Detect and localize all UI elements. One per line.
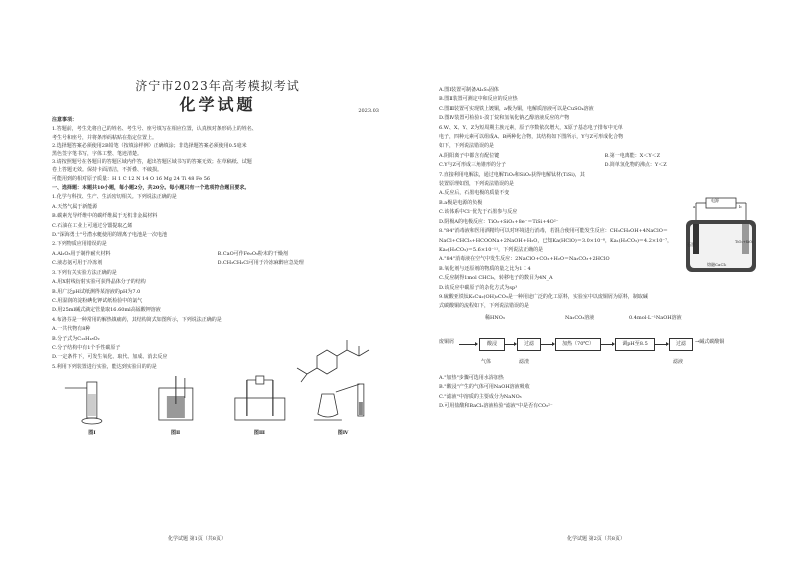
byproduct-label: 滤液 xyxy=(673,358,684,365)
note-line: 1.答题前，考生先将自己的姓名、考生号、座号填写在相应位置，认真核对条形码上的姓名、 xyxy=(52,126,257,133)
q8-option: A."84"消毒液在空气中发生反应：2NaClO+CO₂+H₂O＝Na₂CO₃+2HClO xyxy=(439,256,610,263)
q9-option: A."加热"步骤可选用水浴加热 xyxy=(439,374,504,381)
byproduct-label: 气体 xyxy=(481,358,492,365)
reagent-label: Na₂CO₃溶液 xyxy=(565,314,595,321)
q8-option: C.反应制得1mol CHCl₃，转移电子的数目为4N_A xyxy=(439,275,553,282)
q7-stem: 7.直接利用电解法，通过电解TiO₂和SiO₂获得电解钛材(TiSi)，其 xyxy=(439,171,585,178)
q6-option: A.阴阳离子中都含有配位键 xyxy=(439,152,500,159)
q8-stem: 8."84"消毒液和医用酒精均可以对环境进行消毒，若混合使用可能发生反应：CH₃CH₂OH+4NaClO＝ xyxy=(439,228,668,235)
q3-option: A.用X射线衍射实验可获得晶体分子的结构 xyxy=(52,279,146,286)
q6-stem: 如下，下列说法错误的是 xyxy=(439,143,495,150)
q1-option: C.石油在工业上可通过分馏提取乙烯 xyxy=(52,222,133,229)
q5-option: B.图Ⅱ装置可测定中和反应的反应热 xyxy=(439,96,518,103)
q6-stem: 6.W、X、Y、Z为短周期主族元素，原子序数依次增大，X原子基态电子排布中无单 xyxy=(439,124,623,131)
atomic-masses: 可能用到的相对原子质量：H 1 C 12 N 14 O 16 Mg 24 Ti 48 Fe 56 xyxy=(52,175,211,182)
q5-option: C.图Ⅲ装置可实现铁上镀铜，a极为铜，电解质溶液可以是CuSO₄溶液 xyxy=(439,105,594,112)
q1-option: B.碳素光导纤维中的碳纤维属于无机非金属材料 xyxy=(52,213,158,220)
q7-option: A.反应后，石墨电极的质量不变 xyxy=(439,190,510,197)
q3-option: B.用广泛pH试纸测得某溶液的pH为7.0 xyxy=(52,288,141,295)
figure-3 xyxy=(220,374,300,436)
process-flowchart xyxy=(439,314,770,372)
q7-stem: 装置原理如图，下列说法错误的是 xyxy=(439,181,515,188)
notes-heading: 注意事项： xyxy=(52,117,78,123)
q5-option: D.图Ⅳ装置可检验1-溴丁烷和氢氧化钠乙醇溶液反应的产物 xyxy=(439,115,570,122)
q1-stem: 1.化学与科技、生产、生活密切相关。下列说法正确的是 xyxy=(52,194,177,201)
apparatus-3-icon xyxy=(220,374,300,426)
q4-option: A.一共代物有8种 xyxy=(52,326,91,333)
q2-option: B.CaO可作Fe₂O₃粉末的干燥剂 xyxy=(217,250,288,257)
flow-arrow xyxy=(600,344,614,345)
q9-option: B."酸浸"产生的气体可用NaOH溶液吸收 xyxy=(439,384,530,391)
q2-option: A.Al₂O₃用于制作耐火材料 xyxy=(52,250,111,257)
q2-option: C.液态氨可用于冷冻剂 xyxy=(52,260,103,267)
q7-option: C.该体系中Cl⁻优先于石墨参与反应 xyxy=(439,209,518,216)
start-material: 废铜屑 xyxy=(439,338,455,345)
q7-option: B.a极是电源的负极 xyxy=(439,199,483,206)
page-footer: 化学试题 第2页（共8页） xyxy=(567,536,625,542)
figure-label: 图Ⅲ xyxy=(253,430,265,437)
step-adjust-ph: 调pH至8.5 xyxy=(615,338,655,351)
q2-option: D.CH₃CH₂Cl可用于冷冻麻醉应急处理 xyxy=(217,260,304,267)
q4-option: C.分子结构中有1个手性碳原子 xyxy=(52,344,121,351)
exam-title: 济宁市2023年高考模拟考试 xyxy=(135,79,300,93)
subject-title xyxy=(52,94,383,116)
exam-date: 2023.03 xyxy=(358,108,379,114)
note-line: 卷上答题无效。保持卡面清洁，不折叠、不破损。 xyxy=(52,167,163,174)
step-heat: 加热（70℃） xyxy=(555,338,601,351)
q6-option: B.第一电离能：X＜Y＜Z xyxy=(604,152,661,159)
q5-option: A.图Ⅰ装置可制备Al₂S₃固体 xyxy=(439,87,499,93)
note-line: 2.选择题答案必须使用2B铅笔（按填涂样例）正确填涂；非选择题答案必须使用0.5毫米 xyxy=(52,142,247,149)
q4-option: B.分子式为C₁₃H₁₈O₂ xyxy=(52,335,100,342)
q3-option: D.用25ml碱式滴定管量取16.60ml高锰酸钾溶液 xyxy=(52,307,161,314)
step-acid-leach: 酸浸 xyxy=(479,338,505,351)
figure-label: 图Ⅳ xyxy=(337,430,349,437)
q6-stem: 电子，四种元素可以组成A、B两种化合物，其结构如下图所示，Y与Z可形成化合物 xyxy=(439,134,624,141)
flow-arrow xyxy=(540,344,554,345)
figure-label: 图Ⅰ xyxy=(88,430,96,437)
flow-arrow xyxy=(459,344,477,345)
note-line: 考生号和座号，并将条形码粘贴在指定位置上。 xyxy=(52,134,158,141)
q3-stem: 3.下列有关实验方法正确的是 xyxy=(52,269,117,276)
cell-label: 熔融CaCl₂ xyxy=(707,262,727,267)
q4-stem: 4.布洛芬是一种常用的解热镇痛药，其结构简式如图所示，下列说法正确的是 xyxy=(52,316,222,323)
q9-option: C."滤液"中溶质的主要成分为NaNO₃ xyxy=(439,393,522,400)
q5-stem: 5.利用下列装置进行实验，能达到实验目的的是 xyxy=(52,363,157,370)
q9-stem: 式碳酸铜的流程如下，下列说法错误的是 xyxy=(439,303,530,310)
q8-stem: NaCl+CHCl₃+HCOONa+2NaOH+H₂O，已知Ka(HClO)＝3.0×10⁻⁸，Ka₁(H₂CO₃)＝4.2×10⁻⁷， xyxy=(439,237,673,244)
q9-stem: 9.硫酸亚铁钛K₂Cu₂(OH)₂CO₃是一种用途广泛的化工原料，实验室中以废铜屑为原料，制取碱 xyxy=(439,293,648,300)
byproduct-label: 滤渣 xyxy=(519,358,530,365)
end-product: →碱式碳酸铜 xyxy=(695,338,725,345)
apparatus-2-icon xyxy=(136,374,216,426)
figure-label: 图Ⅱ xyxy=(171,430,181,437)
apparatus-1-icon xyxy=(52,374,132,426)
cell-label: a xyxy=(693,204,696,209)
q2-stem: 2.下列物质应用错误的是 xyxy=(52,241,107,248)
cell-label: TiO₂+SiO₂ xyxy=(735,240,754,244)
step-filter-1: 过滤 xyxy=(517,338,541,351)
step-filter-2: 过滤 xyxy=(669,338,693,351)
cell-label: 石墨 xyxy=(687,242,695,247)
q8-option: D.该反应中碳原子的杂化方式为sp³ xyxy=(439,284,518,291)
cell-label: b xyxy=(739,204,742,209)
q7-option: D.阴极A的电极反应：TiO₂+SiO₂+8e⁻＝TiSi+4O²⁻ xyxy=(439,218,559,225)
ibuprofen-structure-icon xyxy=(289,336,379,384)
note-line: 黑色签字笔书写，字体工整、笔迹清楚。 xyxy=(52,151,143,158)
note-line: 3.请按照题号在各题目的答题区域内作答，超出答题区域书写的答案无效；在草稿纸、试题 xyxy=(52,159,252,166)
right-page xyxy=(397,0,794,562)
q9-option: D.可用盐酸和BaCl₂溶液检验"滤液"中是否有CO₃²⁻ xyxy=(439,402,553,409)
arrowhead-icon xyxy=(475,342,478,346)
page-footer: 化学试题 第1页（共8页） xyxy=(168,536,226,542)
reagent-label: 0.4mol·L⁻¹NaOH溶液 xyxy=(629,314,682,321)
reagent-label: 稀HNO₃ xyxy=(485,314,505,321)
q3-option: C.用湿润的淀粉碘化钾试纸检验中的氯气 xyxy=(52,297,143,304)
q8-option: B.氧化剂与还原剂的物质的量之比为1∶4 xyxy=(439,265,531,272)
figure-1 xyxy=(52,374,132,436)
q6-option: D.简单氢化物的沸点：Y＜Z xyxy=(604,162,667,169)
q6-option: C.Y与Z可形成三角锥形的分子 xyxy=(439,162,507,169)
q1-option: D."深海勇士"号潜水艇使用的锂离子电池是一次电池 xyxy=(52,232,168,239)
cell-label: 电源 xyxy=(711,198,719,203)
q1-option: A.天然气属于新能源 xyxy=(52,203,98,210)
q4-option: D.一定条件下，可发生氧化、取代、加成、消去反应 xyxy=(52,354,168,361)
flow-arrow xyxy=(654,344,668,345)
section1-heading: 一、选择题：本题共10小题，每小题2分，共20分。每小题只有一个选项符合题目要求。 xyxy=(52,185,250,192)
q8-stem: Ka₂(H₂CO₃)＝5.6×10⁻¹¹，下列说法正确的是 xyxy=(439,246,544,253)
subject-name: 化学试题 xyxy=(179,95,256,114)
flow-arrow xyxy=(504,344,516,345)
figure-2 xyxy=(136,374,216,436)
